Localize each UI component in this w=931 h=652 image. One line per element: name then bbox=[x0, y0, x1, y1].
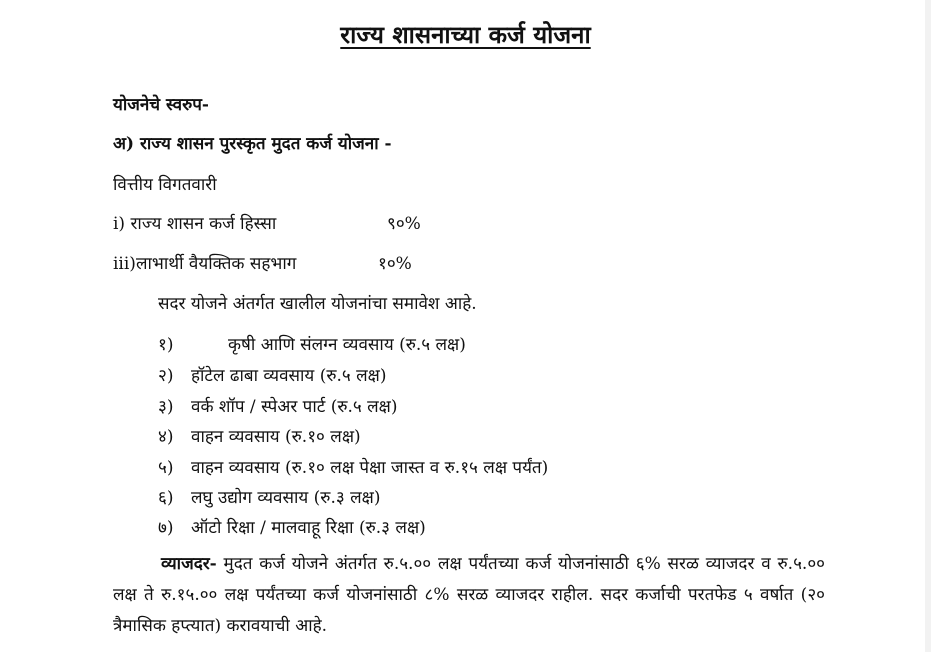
finance-label: वित्तीय विगतवारी bbox=[113, 175, 217, 195]
list-item: वाहन व्यवसाय (रु.१० लक्ष) bbox=[191, 427, 361, 447]
list-item: वाहन व्यवसाय (रु.१० लक्ष पेक्षा जास्त व रु.१५ लक्ष पर्यंत) bbox=[191, 458, 549, 478]
list-item-number: ४) bbox=[158, 427, 174, 447]
list-item-number: ५) bbox=[158, 458, 174, 478]
list-item-number: १) bbox=[158, 335, 174, 355]
share-label-beneficiary: iii)लाभार्थी वैयक्तिक सहभाग bbox=[113, 254, 297, 274]
list-item: कृषी आणि संलग्न व्यवसाय (रु.५ लक्ष) bbox=[228, 335, 466, 355]
share-label-state: i) राज्य शासन कर्ज हिस्सा bbox=[113, 214, 277, 234]
list-item-number: ७) bbox=[158, 518, 174, 538]
list-item: ऑटो रिक्षा / मालवाहू रिक्षा (रु.३ लक्ष) bbox=[191, 518, 426, 538]
schemes-intro: सदर योजने अंतर्गत खालील योजनांचा समावेश आहे. bbox=[158, 294, 477, 314]
interest-label: व्याजदर- bbox=[161, 554, 217, 574]
list-item: लघु उद्योग व्यवसाय (रु.३ लक्ष) bbox=[191, 488, 381, 508]
interest-text: मुदत कर्ज योजने अंतर्गत रु.५.०० लक्ष पर्यंतच्या कर्ज योजनांसाठी ६% सरळ व्याजदर व रु.५.०० लक्ष ते रु.१५.०० लक्ष पर्यंतच्या कर्ज योजनांसाठी ८% सरळ व्याजदर राहील. सदर कर्जाची परतफेड ५ वर्षात (२० त्रैमासिक हप्त्यात) करावयाची आहे. bbox=[113, 554, 825, 636]
page-title: राज्य शासनाच्या कर्ज योजना bbox=[340, 20, 591, 49]
share-value-beneficiary: १०% bbox=[378, 254, 412, 274]
list-item-number: ६) bbox=[158, 488, 174, 508]
share-value-state: ९०% bbox=[387, 214, 421, 234]
list-item-number: २) bbox=[158, 366, 174, 386]
list-item-number: ३) bbox=[158, 397, 174, 417]
page-edge bbox=[925, 0, 931, 652]
list-item: वर्क शॉप / स्पेअर पार्ट (रु.५ लक्ष) bbox=[191, 397, 398, 417]
subsection-heading: अ) राज्य शासन पुरस्कृत मुदत कर्ज योजना - bbox=[113, 134, 392, 154]
section-heading: योजनेचे स्वरुप- bbox=[113, 95, 209, 115]
interest-paragraph bbox=[113, 549, 825, 642]
list-item: हॉटेल ढाबा व्यवसाय (रु.५ लक्ष) bbox=[191, 366, 387, 386]
